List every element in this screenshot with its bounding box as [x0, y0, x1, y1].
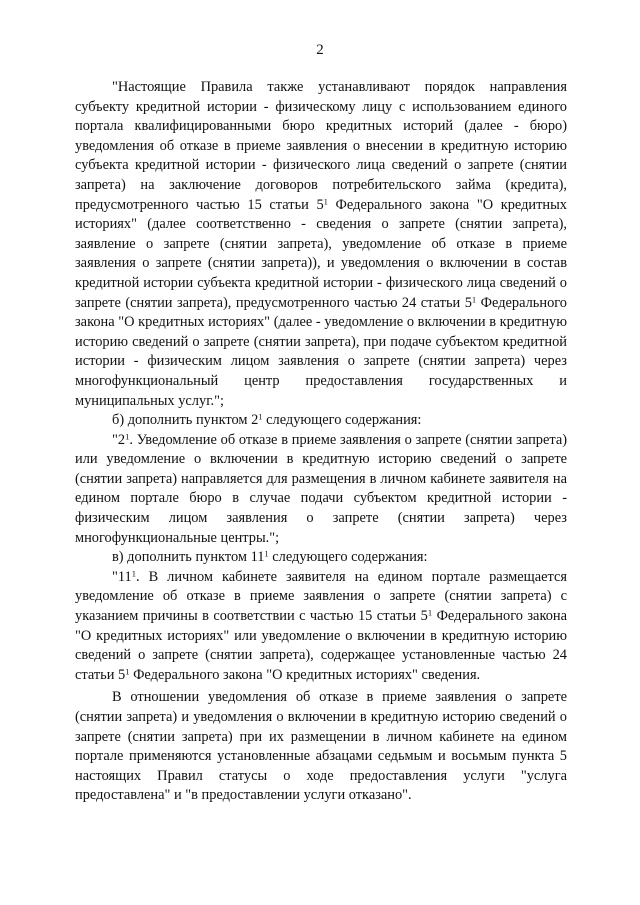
paragraph-statuses: В отношении уведомления об отказе в приеме заявления о запрете (снятии запрета) и уведомления о включении в кредитную историю сведений о запрете (снятии запрета) при их размещении в личном кабинете на едином портале применяются установленные абзацами седьмым и восьмым пункта 5 настоящих Правил статусы о ходе предоставления услуги "услуга предоставлена" и "в предоставлении услуги отказано". [75, 689, 567, 804]
paragraph-rules-intro: "Настоящие Правила также устанавливают порядок направления субъекту кредитной истории - физическому лицу с использованием единого портала квалифицированными бюро кредитных историй (далее - бюро) уведомления об отказе в приеме заявления о внесении в кредитную историю субъекта кредитной истории - физического лица сведений о запрете (снятии запрета) на заключение договоров потребительского займа (кредита), предусмотренного частью 15 статьи $5^1$ Федерального закона "О кредитных историях" (далее соответственно - сведения о запрете (снятии запрета), заявление о запрете (снятии запрета), уведомление об отказе в приеме заявления о запрете (снятии запрета)), и уведомления о включении в состав кредитной истории субъекта кредитной истории - физического лица сведений о запрете (снятии запрета), предусмотренного частью 24 статьи $5^1$ Федерального закона "О кредитных историях" (далее - уведомление о включении в кредитную историю сведений о запрете (снятии запрета), при подаче субъектом кредитной истории - физическим лицом заявления о запрете (снятии запрета) через многофункциональный центр предоставления государственных и муниципальных услуг."; [75, 79, 567, 409]
paragraph-amendment-b: б) дополнить пунктом $2^1$ следующего содержания: [112, 411, 422, 429]
paragraph-clause-11-1: "$11^1$. В личном кабинете заявителя на едином портале размещается уведомление об отказе в приеме заявления о запрете (снятии запрета) с указанием причины в соответствии с частью 15 статьи $5^1$ Федерального закона "О кредитных историях" или уведомление о включении в кредитную историю сведений о запрете (снятии запрета), содержащее установленные частью 24 статьи $5^1$ Федерального закона "О кредитных историях" сведения. [75, 568, 567, 683]
page-number: 2 [316, 42, 324, 58]
paragraph-amendment-v: в) дополнить пунктом $11^1$ следующего содержания: [112, 548, 428, 566]
paragraph-clause-2-1: "$2^1$. Уведомление об отказе в приеме заявления о запрете (снятии запрета) или уведомление о включении в кредитную историю сведений о запрете (снятии запрета) направляется для размещения в личном кабинете заявителя на едином портале бюро в случае подачи субъектом кредитной истории - физическим лицом заявления о запрете (снятии запрета) через многофункциональные центры."; [75, 431, 567, 546]
document-body [75, 78, 567, 806]
